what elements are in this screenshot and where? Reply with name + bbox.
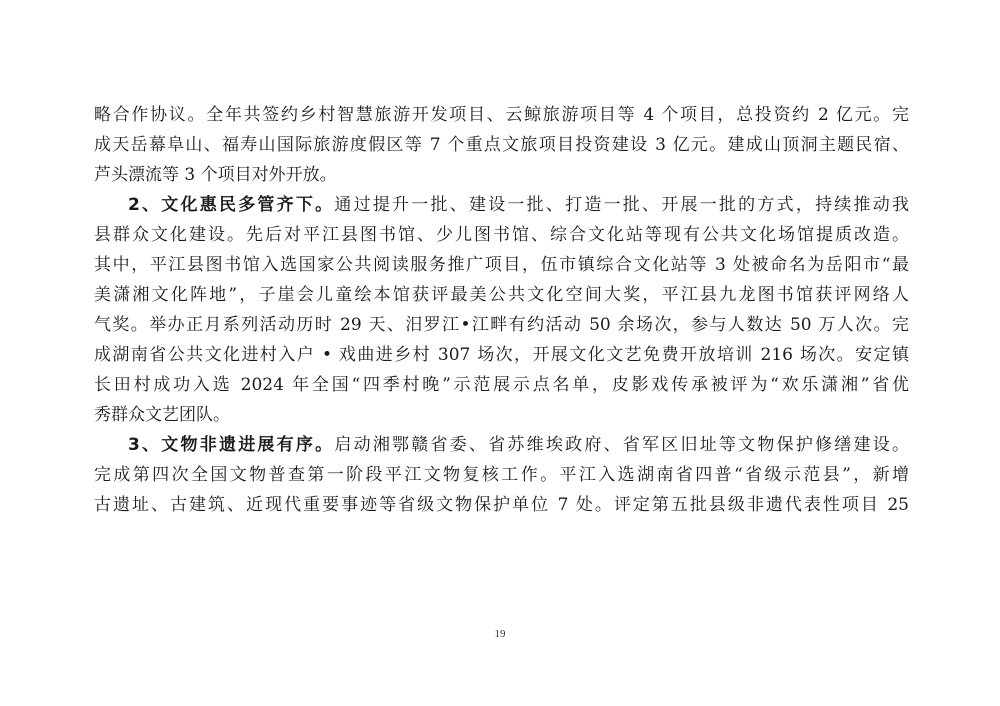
text-line: 完成第四次全国文物普查第一阶段平江文物复核工作。平江入选湖南省四普“省级示范县”，新增 [94,465,909,485]
text-line: 气奖。举办正月系列活动历时 29 天、汨罗江•江畔有约活动 50 余场次，参与人数达 50 万人次。完 [94,315,909,335]
text-line: 芦头漂流等 3 个项目对外开放。 [94,165,337,185]
text-line: 美潇湘文化阵地”，子崖会儿童绘本馆获评最美公共文化空间大奖，平江县九龙图书馆获评网络人 [94,285,909,305]
text-line: 县群众文化建设。先后对平江县图书馆、少儿图书馆、综合文化站等现有公共文化场馆提质改造。 [94,225,909,245]
text-line: 长田村成功入选 2024 年全国“四季村晚”示范展示点名单，皮影戏传承被评为“欢乐潇湘”省优 [94,375,909,395]
text-line: 成湖南省公共文化进村入户 • 戏曲进乡村 307 场次，开展文化文艺免费开放培训 216 场次。安定镇 [94,345,909,365]
paragraph-2 [94,190,909,430]
paragraph-1 [94,100,909,190]
section-heading: 3、文物非遗进展有序。 [128,435,335,455]
text-line: 其中，平江县图书馆入选国家公共阅读服务推广项目，伍市镇综合文化站等 3 处被命名为岳阳市“最 [94,255,909,275]
section-heading: 2、文化惠民多管齐下。 [128,195,335,215]
text-run: 通过提升一批、建设一批、打造一批、开展一批的方式，持续推动我 [334,195,909,215]
text-line: 略合作协议。全年共签约乡村智慧旅游开发项目、云鲸旅游项目等 4 个项目，总投资约 2 亿元。完 [94,105,909,125]
text-line: 成天岳幕阜山、福寿山国际旅游度假区等 7 个重点文旅项目投资建设 3 亿元。建成山顶洞主题民宿、 [94,135,909,155]
text-line: 秀群众文艺团队。 [94,405,230,425]
paragraph-3 [94,430,909,520]
text-run: 启动湘鄂赣省委、省苏维埃政府、省军区旧址等文物保护修缮建设。 [334,435,909,455]
text-line-with-heading [94,190,909,220]
document-body [94,100,909,520]
text-line-with-heading [94,430,909,460]
page-number: 19 [494,628,506,640]
text-line: 古遗址、古建筑、近现代重要事迹等省级文物保护单位 7 处。评定第五批县级非遗代表性项目 25 [94,495,909,515]
